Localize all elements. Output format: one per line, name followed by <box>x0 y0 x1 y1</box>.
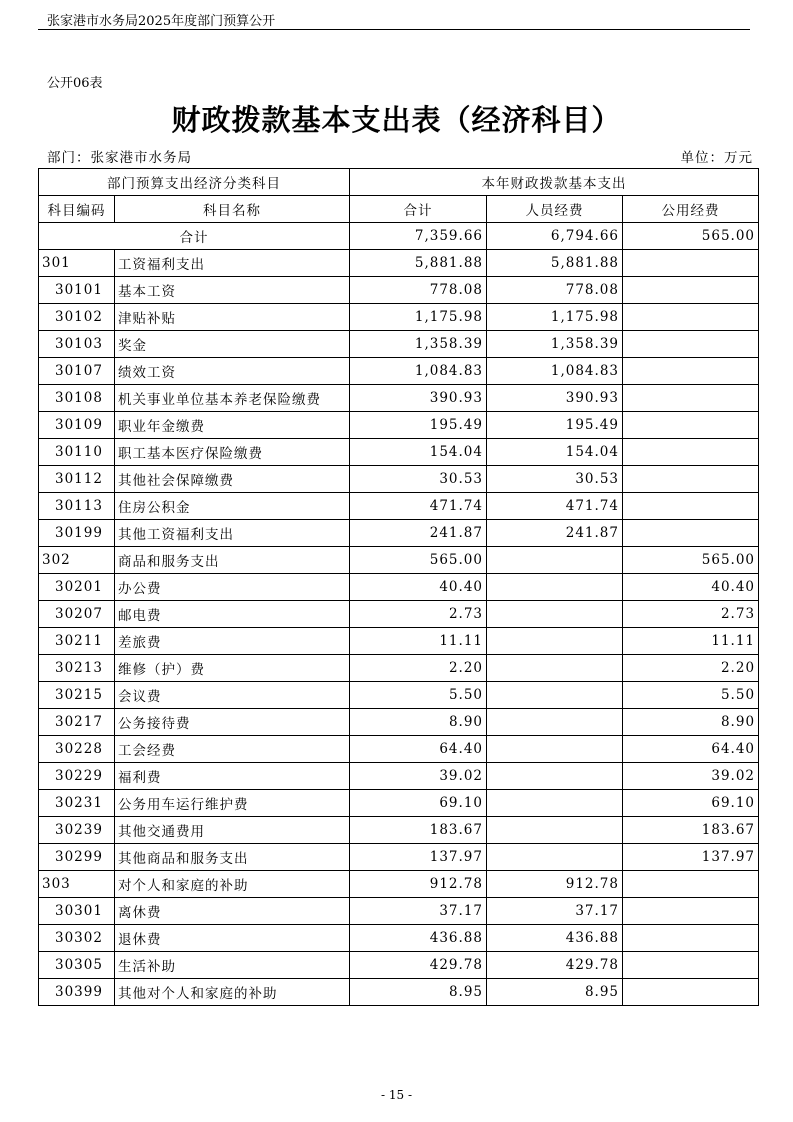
row-name: 离休费 <box>115 898 350 925</box>
row-personnel: 471.74 <box>487 493 623 520</box>
row-total: 37.17 <box>350 898 487 925</box>
row-name: 会议费 <box>115 682 350 709</box>
row-code: 30239 <box>39 817 115 844</box>
row-total: 11.11 <box>350 628 487 655</box>
page-title: 财政拨款基本支出表（经济科目） <box>171 103 622 137</box>
row-name: 工会经费 <box>115 736 350 763</box>
row-name: 办公费 <box>115 574 350 601</box>
column-header-row <box>39 196 759 223</box>
col-header-personnel: 人员经费 <box>487 196 623 223</box>
row-public <box>623 304 759 331</box>
header-rule <box>38 29 750 30</box>
col-header-total: 合计 <box>350 196 487 223</box>
row-name: 奖金 <box>115 331 350 358</box>
row-personnel <box>487 763 623 790</box>
row-total: 5.50 <box>350 682 487 709</box>
row-public: 2.20 <box>623 655 759 682</box>
row-personnel <box>487 790 623 817</box>
row-total: 1,175.98 <box>350 304 487 331</box>
row-personnel: 429.78 <box>487 952 623 979</box>
row-personnel <box>487 709 623 736</box>
row-name: 职业年金缴费 <box>115 412 350 439</box>
row-code: 301 <box>39 250 115 277</box>
table-row <box>39 925 759 952</box>
row-personnel: 8.95 <box>487 979 623 1006</box>
group-header-row <box>39 169 759 196</box>
row-total: 1,084.83 <box>350 358 487 385</box>
row-personnel: 30.53 <box>487 466 623 493</box>
row-personnel: 195.49 <box>487 412 623 439</box>
table-row <box>39 655 759 682</box>
table-row <box>39 277 759 304</box>
row-public <box>623 250 759 277</box>
row-total: 195.49 <box>350 412 487 439</box>
row-name: 公务用车运行维护费 <box>115 790 350 817</box>
row-personnel <box>487 574 623 601</box>
row-name: 其他交通费用 <box>115 817 350 844</box>
table-row <box>39 331 759 358</box>
group-header-left: 部门预算支出经济分类科目 <box>39 169 350 196</box>
row-code: 303 <box>39 871 115 898</box>
row-public <box>623 925 759 952</box>
row-public: 39.02 <box>623 763 759 790</box>
row-personnel <box>487 601 623 628</box>
row-public <box>623 871 759 898</box>
row-total: 471.74 <box>350 493 487 520</box>
row-code: 30103 <box>39 331 115 358</box>
table-row <box>39 304 759 331</box>
row-code: 30229 <box>39 763 115 790</box>
row-code: 30215 <box>39 682 115 709</box>
row-public <box>623 493 759 520</box>
table-row <box>39 493 759 520</box>
row-name: 对个人和家庭的补助 <box>115 871 350 898</box>
row-total: 30.53 <box>350 466 487 493</box>
table-row <box>39 736 759 763</box>
row-public: 137.97 <box>623 844 759 871</box>
row-code: 30399 <box>39 979 115 1006</box>
row-personnel: 1,084.83 <box>487 358 623 385</box>
row-total: 8.95 <box>350 979 487 1006</box>
row-code: 30305 <box>39 952 115 979</box>
row-personnel <box>487 628 623 655</box>
table-row <box>39 358 759 385</box>
unit-label: 单位：万元 <box>680 150 753 166</box>
row-code: 30213 <box>39 655 115 682</box>
row-total: 8.90 <box>350 709 487 736</box>
row-personnel: 5,881.88 <box>487 250 623 277</box>
table-row <box>39 250 759 277</box>
row-code: 30301 <box>39 898 115 925</box>
table-row <box>39 817 759 844</box>
row-name: 公务接待费 <box>115 709 350 736</box>
row-public <box>623 331 759 358</box>
table-row <box>39 979 759 1006</box>
table-row <box>39 547 759 574</box>
row-code: 302 <box>39 547 115 574</box>
row-total: 778.08 <box>350 277 487 304</box>
row-total: 39.02 <box>350 763 487 790</box>
row-name: 其他对个人和家庭的补助 <box>115 979 350 1006</box>
row-name: 邮电费 <box>115 601 350 628</box>
row-personnel: 390.93 <box>487 385 623 412</box>
row-public: 69.10 <box>623 790 759 817</box>
row-public <box>623 466 759 493</box>
row-public: 565.00 <box>623 547 759 574</box>
row-total: 241.87 <box>350 520 487 547</box>
department-label: 部门：张家港市水务局 <box>47 150 192 166</box>
table-row <box>39 466 759 493</box>
row-name: 其他商品和服务支出 <box>115 844 350 871</box>
row-public <box>623 385 759 412</box>
row-name: 机关事业单位基本养老保险缴费 <box>115 385 350 412</box>
row-personnel <box>487 817 623 844</box>
row-personnel: 436.88 <box>487 925 623 952</box>
row-personnel: 1,358.39 <box>487 331 623 358</box>
total-personnel: 6,794.66 <box>487 223 623 250</box>
table-row <box>39 412 759 439</box>
row-public: 5.50 <box>623 682 759 709</box>
row-public <box>623 277 759 304</box>
row-total: 2.73 <box>350 601 487 628</box>
row-code: 30201 <box>39 574 115 601</box>
row-code: 30228 <box>39 736 115 763</box>
row-total: 429.78 <box>350 952 487 979</box>
row-name: 差旅费 <box>115 628 350 655</box>
row-total: 69.10 <box>350 790 487 817</box>
row-code: 30109 <box>39 412 115 439</box>
row-code: 30199 <box>39 520 115 547</box>
row-public: 8.90 <box>623 709 759 736</box>
row-public <box>623 358 759 385</box>
total-row <box>39 223 759 250</box>
table-row <box>39 385 759 412</box>
row-personnel: 154.04 <box>487 439 623 466</box>
row-public <box>623 952 759 979</box>
row-personnel <box>487 655 623 682</box>
total-public: 565.00 <box>623 223 759 250</box>
row-total: 436.88 <box>350 925 487 952</box>
total-label: 合计 <box>39 223 350 250</box>
row-total: 1,358.39 <box>350 331 487 358</box>
row-total: 154.04 <box>350 439 487 466</box>
row-code: 30211 <box>39 628 115 655</box>
row-code: 30108 <box>39 385 115 412</box>
table-row <box>39 790 759 817</box>
row-code: 30102 <box>39 304 115 331</box>
row-name: 津贴补贴 <box>115 304 350 331</box>
row-public: 40.40 <box>623 574 759 601</box>
row-code: 30112 <box>39 466 115 493</box>
col-header-name: 科目名称 <box>115 196 350 223</box>
row-name: 福利费 <box>115 763 350 790</box>
row-personnel: 912.78 <box>487 871 623 898</box>
table-row <box>39 439 759 466</box>
page-number: - 15 - <box>380 1088 412 1102</box>
row-total: 390.93 <box>350 385 487 412</box>
row-public <box>623 439 759 466</box>
row-personnel <box>487 736 623 763</box>
table-row <box>39 520 759 547</box>
row-code: 30231 <box>39 790 115 817</box>
row-personnel: 1,175.98 <box>487 304 623 331</box>
row-name: 工资福利支出 <box>115 250 350 277</box>
running-header: 张家港市水务局2025年度部门预算公开 <box>47 14 276 29</box>
row-personnel <box>487 682 623 709</box>
row-public: 2.73 <box>623 601 759 628</box>
table-row <box>39 763 759 790</box>
row-name: 商品和服务支出 <box>115 547 350 574</box>
table-row <box>39 844 759 871</box>
table-row <box>39 898 759 925</box>
table-row <box>39 952 759 979</box>
row-public: 11.11 <box>623 628 759 655</box>
table-row <box>39 871 759 898</box>
row-total: 565.00 <box>350 547 487 574</box>
table-row <box>39 601 759 628</box>
row-personnel <box>487 844 623 871</box>
total-amount: 7,359.66 <box>350 223 487 250</box>
row-personnel: 241.87 <box>487 520 623 547</box>
col-header-code: 科目编码 <box>39 196 115 223</box>
table-row <box>39 682 759 709</box>
row-code: 30107 <box>39 358 115 385</box>
row-personnel <box>487 547 623 574</box>
budget-table <box>38 168 759 1006</box>
row-public <box>623 898 759 925</box>
row-name: 绩效工资 <box>115 358 350 385</box>
row-code: 30101 <box>39 277 115 304</box>
row-code: 30207 <box>39 601 115 628</box>
row-public: 64.40 <box>623 736 759 763</box>
row-public <box>623 412 759 439</box>
row-total: 137.97 <box>350 844 487 871</box>
col-header-public: 公用经费 <box>623 196 759 223</box>
row-name: 维修（护）费 <box>115 655 350 682</box>
row-personnel: 37.17 <box>487 898 623 925</box>
table-number: 公开06表 <box>47 76 103 91</box>
row-public <box>623 979 759 1006</box>
row-name: 退休费 <box>115 925 350 952</box>
row-code: 30110 <box>39 439 115 466</box>
row-public: 183.67 <box>623 817 759 844</box>
row-code: 30217 <box>39 709 115 736</box>
table-row <box>39 574 759 601</box>
row-code: 30113 <box>39 493 115 520</box>
row-code: 30299 <box>39 844 115 871</box>
row-total: 5,881.88 <box>350 250 487 277</box>
row-total: 2.20 <box>350 655 487 682</box>
row-name: 生活补助 <box>115 952 350 979</box>
row-public <box>623 520 759 547</box>
row-personnel: 778.08 <box>487 277 623 304</box>
table-row <box>39 709 759 736</box>
row-total: 183.67 <box>350 817 487 844</box>
row-name: 其他工资福利支出 <box>115 520 350 547</box>
row-name: 职工基本医疗保险缴费 <box>115 439 350 466</box>
table-row <box>39 628 759 655</box>
row-name: 其他社会保障缴费 <box>115 466 350 493</box>
row-name: 基本工资 <box>115 277 350 304</box>
row-name: 住房公积金 <box>115 493 350 520</box>
row-total: 912.78 <box>350 871 487 898</box>
row-total: 40.40 <box>350 574 487 601</box>
row-code: 30302 <box>39 925 115 952</box>
row-total: 64.40 <box>350 736 487 763</box>
group-header-right: 本年财政拨款基本支出 <box>350 169 759 196</box>
